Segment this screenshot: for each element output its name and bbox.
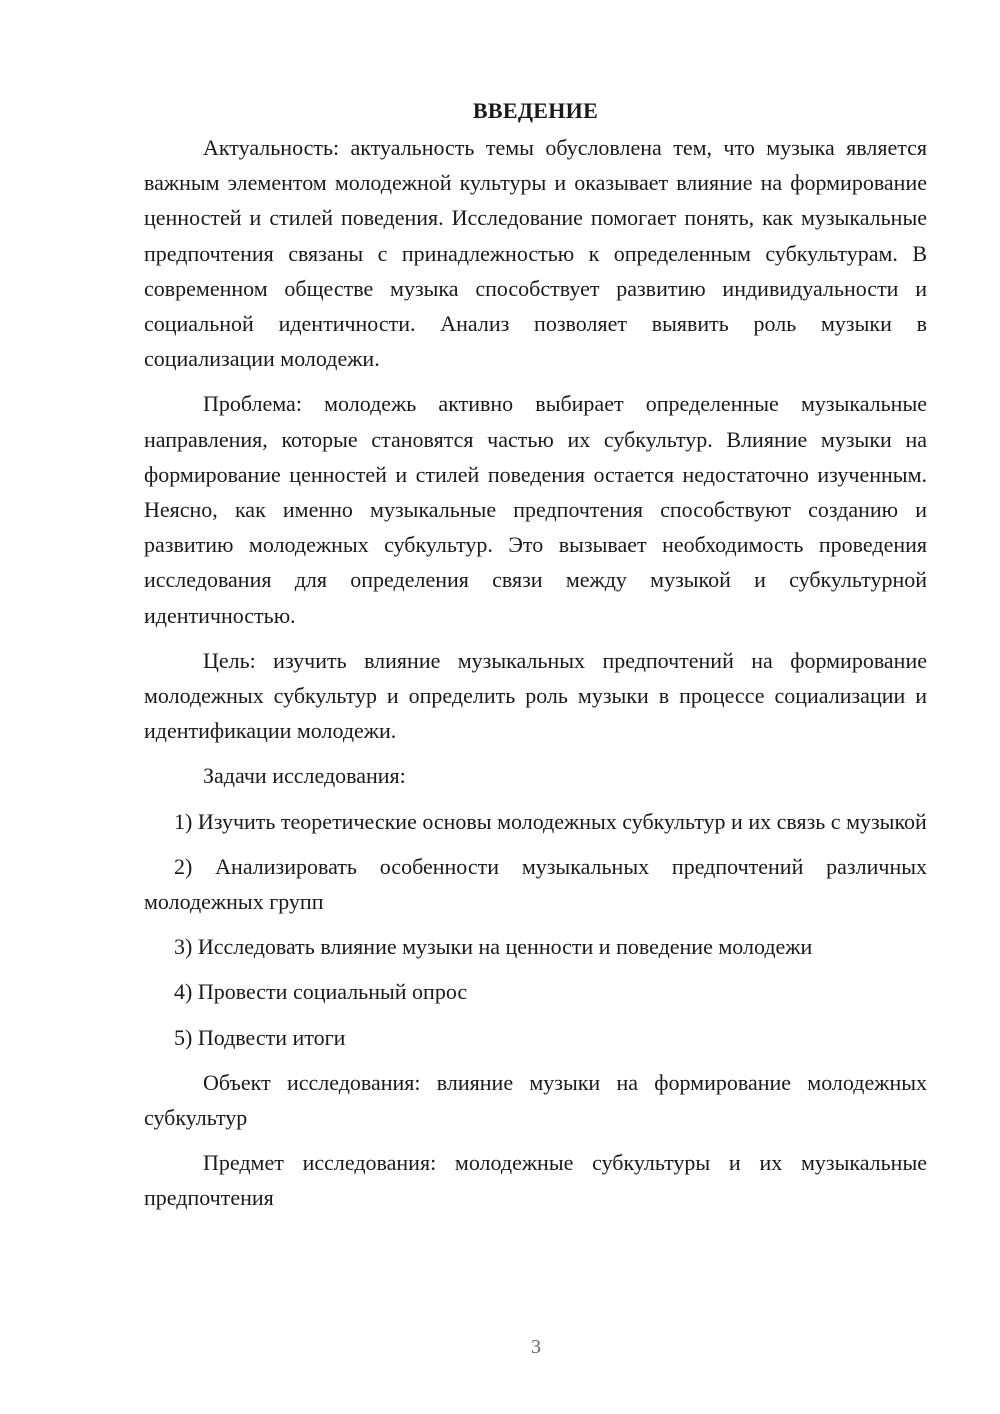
document-page	[144, 96, 927, 1216]
task-item-3: 3) Исследовать влияние музыки на ценности и поведение молодежи	[174, 934, 813, 960]
subject-paragraph: Предмет исследования: молодежные субкультуры и их музыкальные предпочтения	[144, 1150, 927, 1211]
goal-paragraph: Цель: изучить влияние музыкальных предпочтений на формирование молодежных субкультур и определить роль музыки в процессе социализации и идентификации молодежи.	[144, 647, 927, 744]
task-item-2: 2) Анализировать особенности музыкальных предпочтений различных молодежных групп	[144, 853, 927, 915]
problem-paragraph: Проблема: молодежь активно выбирает определенные музыкальные направления, которые становятся частью их субкультур. Влияние музыки на формирование ценностей и стилей поведения остается недостаточно изученным. Неясно, как именно музыкальные предпочтения способствуют созданию и развитию молодежных субкультур. Это вызывает необходимость проведения исследования для определения связи между музыкой и субкультурной идентичностью.	[144, 391, 927, 628]
relevance-paragraph: Актуальность: актуальность темы обусловлена тем, что музыка является важным элементом молодежной культуры и оказывает влияние на формирование ценностей и стилей поведения. Исследование помогает понять, как музыкальные предпочтения связаны с принадлежностью к определенным субкультурам. В современном обществе музыка способствует развитию индивидуальности и социальной идентичности. Анализ позволяет выявить роль музыки в социализации молодежи.	[144, 135, 927, 372]
task-item-5: 5) Подвести итоги	[174, 1024, 346, 1050]
task-item-4: 4) Провести социальный опрос	[174, 979, 468, 1005]
page-number: 3	[531, 1336, 541, 1358]
page-title: ВВЕДЕНИЕ	[472, 98, 599, 123]
object-paragraph: Объект исследования: влияние музыки на формирование молодежных субкультур	[144, 1069, 927, 1131]
tasks-heading: Задачи исследования:	[203, 763, 406, 789]
task-item-1: 1) Изучить теоретические основы молодежных субкультур и их связь с музыкой	[174, 808, 927, 834]
